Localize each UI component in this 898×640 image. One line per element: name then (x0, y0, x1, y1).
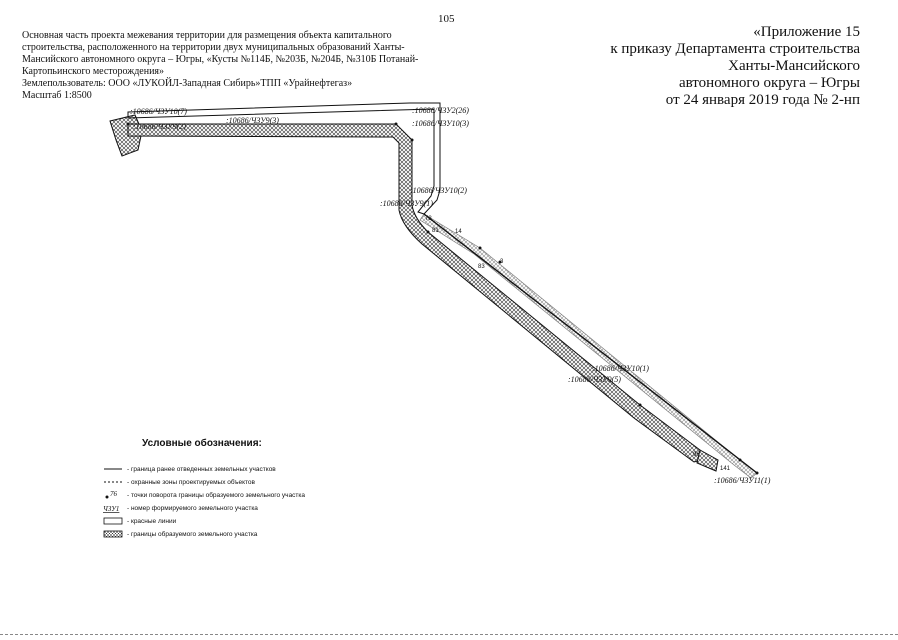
parcel-label: :10686/ЧЗУ9(3) (226, 116, 279, 125)
legend-item-previous-boundary (100, 464, 400, 476)
turning-point-icon (102, 490, 124, 500)
parcel-label: :10686/ЧЗУ9(5) (568, 375, 621, 384)
parcel-number-icon (102, 503, 124, 513)
header-line: Мансийского автономного округа – Югры, «Кусты №114Б, №203Б, №204Б, №310Б Потанай- (22, 54, 419, 65)
point-number: 96 (693, 452, 700, 458)
parcel-label: :10686/ЧЗУ9(2) (133, 122, 186, 131)
legend-item-turning-points (100, 490, 400, 502)
hatched-boundary-icon (102, 529, 124, 539)
dashed-zone-icon (102, 477, 124, 487)
parcel-label: :10686/ЧЗУ9(1) (380, 199, 433, 208)
point-number: 14 (455, 229, 462, 235)
upper-corridor (128, 103, 440, 214)
legend-item-label: - номер формируемого земельного участка (127, 505, 258, 512)
parcel-label: :10686/ЧЗУ2(26) (412, 106, 469, 115)
point-number: 78 (425, 216, 432, 222)
parallel-line-edge (424, 214, 757, 473)
main-corridor (128, 124, 702, 462)
legend-item-label: - охранные зоны проектируемых объектов (127, 479, 255, 486)
appendix-line: от 24 января 2019 года № 2-нп (665, 92, 860, 108)
legend-title: Условные обозначения: (142, 438, 262, 449)
legend-item-label: - точки поворота границы образуемого земельного участка (127, 492, 306, 499)
header-line: строительства, расположенного на территории двух муниципальных образований Ханты- (22, 42, 405, 53)
point-number: 81 (432, 228, 439, 234)
header-line: Основная часть проекта межевания территории для размещения объекта капитального (22, 30, 392, 41)
end-block (697, 450, 718, 471)
land-user: Землепользователь: ООО «ЛУКОЙЛ-Западная Сибирь»ТПП «Урайнефтегаз» (22, 78, 353, 89)
legend-item-label: - границы образуемого земельного участка (127, 531, 258, 538)
parcel-label: :10686/ЧЗУ10(1) (592, 364, 649, 373)
appendix-line: Ханты-Мансийского (728, 58, 860, 74)
legend-item-label: - красные линии (127, 518, 177, 525)
parallel-line-parcel (420, 214, 757, 478)
header-line: Картопьинского месторождения» (22, 66, 165, 77)
legend-item-protection-zones (100, 477, 400, 489)
page-number: 105 (438, 13, 455, 25)
parcel-label: :10686/ЧЗУ11(1) (714, 476, 771, 485)
point-number: 141 (720, 466, 731, 472)
legend-item-label: - граница ранее отведенных земельных участков (127, 466, 276, 473)
appendix-line: к приказу Департамента строительства (610, 41, 860, 57)
legend-item-parcel-number (100, 503, 400, 515)
line-icon (102, 464, 124, 474)
legend-item-formed-parcel-boundary (100, 529, 400, 541)
red-lines-icon (102, 516, 124, 526)
legend-sample-parcel: ЧЗУ1 (103, 505, 120, 513)
map-scale: Масштаб 1:8500 (22, 90, 92, 101)
page-bottom-rule (0, 634, 898, 635)
appendix-line: «Приложение 15 (753, 24, 860, 40)
legend-sample-point: 76 (110, 490, 117, 498)
point-number: 3 (500, 259, 504, 265)
parcel-label: :10686/ЧЗУ10(3) (412, 119, 469, 128)
legend-item-red-lines (100, 516, 400, 528)
parcel-label: :10686/ЧЗУ10(7) (130, 107, 187, 116)
turning-points (127, 123, 759, 475)
parcel-label: :10686/ЧЗУ10(2) (410, 186, 467, 195)
appendix-line: автономного округа – Югры (678, 75, 860, 91)
point-number: 83 (478, 264, 485, 270)
